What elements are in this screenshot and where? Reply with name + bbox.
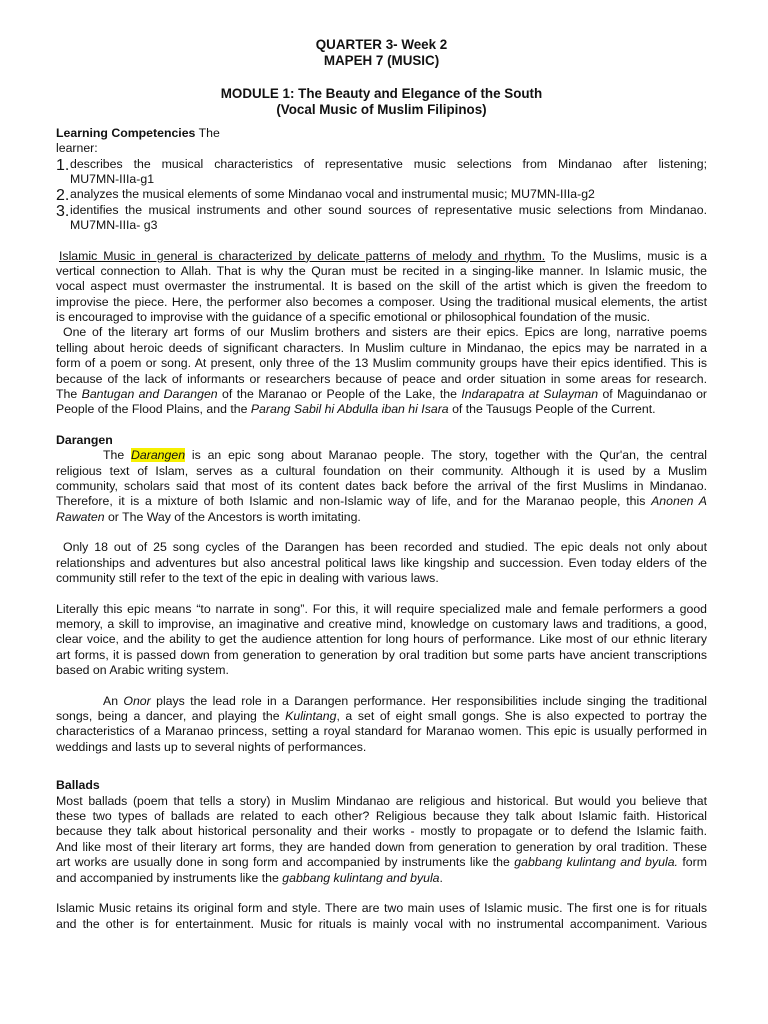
ballads-heading: Ballads	[56, 778, 100, 793]
darangen-heading: Darangen	[56, 432, 113, 447]
intro-paragraph: Islamic Music in general is characterized by delicate patterns of melody and rhythm. To the Muslims, music is a vertical connection to Allah. That is why the Quran must be recited in a singing-like manner. In Islamic music, the vocal aspect must overmaster the instrumental. It is based on the skill of the artist which is given the freedom to improvise the piece. Here, the performer also becomes a composer. Using the traditional musical elements, the artist is encouraged to improvise with the guidance of a specific emotional or philosophical foundation of the music.	[56, 248, 707, 325]
module-title: MODULE 1: The Beauty and Elegance of the South	[220, 86, 543, 101]
competencies-intro: Learning Competencies The	[56, 126, 220, 140]
competency-item: 3. identifies the musical instruments and other sound sources of representative music selections from Mindanao. MU7MN-IIIa- g3	[56, 202, 707, 233]
ballads-paragraph: Most ballads (poem that tells a story) in Muslim Mindanao are religious and historical. But would you believe that these two types of ballads are related to each other? Religious because they talk about Islamic faith. Historical because they talk about historical personality and their works - mostly to propagate or to defend the Islamic faith. And like most of their literary art forms, they are handed down from generation to generation by oral tradition. These art works are usually done in song form and accompanied by instruments like the gabbang kulintang and byula. form and accompanied by instruments like the gabbang kulintang and byula.	[56, 793, 707, 885]
darangen-song-cycles-paragraph: Only 18 out of 25 song cycles of the Darangen has been recorded and studied. The epic deals not only about relationships and adventures but also ancestral political laws like kingship and succession. Even today elders of the community still refer to the text of the epic in dealing with various laws.	[56, 540, 707, 585]
epic-title: Bantugan and Darangen	[81, 386, 218, 401]
epics-paragraph: One of the literary art forms of our Muslim brothers and sisters are their epics. Epics are long, narrative poems telling about heroic deeds of significant characters. In Muslim culture in Mindanao, the epics may be narrated in a form of a poem or song. At present, only three of the 13 Muslim community groups have their epics identified. This is because of the lack of informants or researchers because of peace and order situation in some areas for research. The Bantugan and Darangen of the Maranao or People of the Lake, the Indarapatra at Sulayman of Maguindanao or People of the Flood Plains, and the Parang Sabil hi Abdulla iban hi Isara of the Tausugs People of the Current.	[56, 325, 708, 417]
competencies-section	[56, 126, 707, 233]
darangen-meaning-paragraph: Literally this epic means “to narrate in song”. For this, it will require specialized male and female performers a good memory, a skill to improvise, an imaginative and creative mind, knowledge on customary laws and traditions, a good, clear voice, and the ability to get the audience attention for long hours of performance. Like most of our ethnic literary art forms, it is passed down from generation to generation by oral tradition but some parts have ancient transcriptions based on Arabic writing system.	[56, 601, 707, 678]
intro-underlined-sentence: Islamic Music in general is characterized by delicate patterns of melody and rhythm.	[59, 248, 546, 263]
competency-item: 2. analyzes the musical elements of some Mindanao vocal and instrumental music; MU7MN-IIIa-g2	[56, 187, 595, 205]
onor-paragraph: An Onor plays the lead role in a Darangen performance. Her responsibilities include singing the traditional songs, being a dancer, and playing the Kulintang, a set of eight small gongs. She is also expected to portray the characteristics of a Maranao princess, setting a royal standard for Maranao women. This epic is usually performed in weddings and lasts up to several nights of performances.	[56, 693, 708, 754]
darangen-paragraph: The Darangen is an epic song about Maranao people. The story, together with the Qur'an, the central religious text of Islam, serves as a cultural foundation on their community. Although it is used by a Muslim community, scholars said that most of its content dates back before the arrival of the first Muslims in Mindanao. Therefore, it is a mixture of both Islamic and non-Islamic way of life, and for the Maranao people, this Anonen A Rawaten or The Way of the Ancestors is worth imitating.	[56, 448, 707, 524]
subject-heading: MAPEH 7 (MUSIC)	[323, 53, 440, 68]
competencies-heading: Learning Competencies	[56, 126, 196, 140]
quarter-heading: QUARTER 3- Week 2	[315, 37, 448, 52]
competencies-intro-cont: learner:	[56, 141, 98, 156]
epic-title: Parang Sabil hi Abdulla iban hi Isara	[250, 402, 449, 417]
highlighted-term: Darangen	[131, 448, 186, 463]
module-subtitle: (Vocal Music of Muslim Filipinos)	[276, 102, 487, 117]
epic-title: Indarapatra at Sulayman	[461, 386, 599, 401]
competency-item: 1. describes the musical characteristics of representative music selections from Mindanao after listening; MU7MN-IIIa-g1	[56, 156, 707, 187]
islamic-music-paragraph: Islamic Music retains its original form and style. There are two main uses of Islamic music. The first one is for rituals and the other is for entertainment. Music for rituals is mainly vocal with no instrumental accompaniment. Various	[56, 901, 707, 931]
document-content	[56, 37, 707, 932]
